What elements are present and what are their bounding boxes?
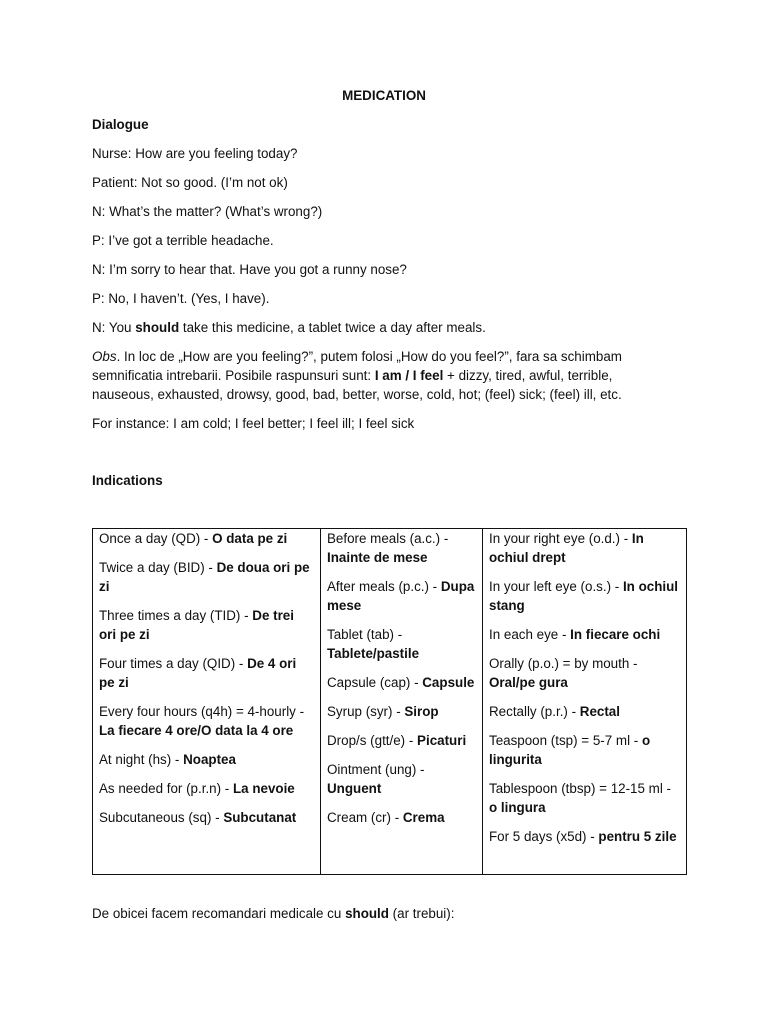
indication-item bbox=[327, 625, 476, 663]
indication-label: Syrup (syr) - bbox=[327, 704, 405, 719]
indication-item bbox=[489, 577, 680, 615]
indication-item bbox=[327, 808, 476, 827]
indication-translation: Capsule bbox=[422, 675, 475, 690]
indication-label: Ointment (ung) - bbox=[327, 762, 425, 777]
indication-item bbox=[327, 731, 476, 750]
indication-translation: In fiecare ochi bbox=[570, 627, 661, 642]
indication-translation: In ochiul drept bbox=[489, 531, 644, 565]
dialogue-line: Nurse: How are you feeling today? bbox=[92, 146, 298, 161]
indication-translation: De 4 ori pe zi bbox=[99, 656, 297, 690]
indication-item bbox=[327, 760, 476, 798]
indication-item bbox=[99, 779, 314, 798]
indication-item bbox=[489, 779, 680, 817]
indications-column-routes bbox=[483, 529, 687, 875]
indication-item bbox=[327, 673, 476, 692]
dialogue-line-should: N: You should take this medicine, a tablet twice a day after meals. bbox=[92, 320, 486, 335]
indication-label: Every four hours (q4h) = 4-hourly - bbox=[99, 704, 305, 719]
indication-label: At night (hs) - bbox=[99, 752, 184, 767]
indication-translation: Inainte de mese bbox=[327, 550, 428, 565]
indication-label: As needed for (p.r.n) - bbox=[99, 781, 233, 796]
indication-translation: O data pe zi bbox=[212, 531, 288, 546]
indication-item bbox=[99, 529, 314, 548]
footer-line: De obicei facem recomandari medicale cu should (ar trebui): bbox=[92, 906, 455, 921]
indication-item bbox=[489, 702, 680, 721]
indication-translation: Subcutanat bbox=[223, 810, 297, 825]
indication-item bbox=[327, 529, 476, 567]
indication-translation: Oral/pe gura bbox=[489, 675, 568, 690]
indication-translation: Sirop bbox=[404, 704, 439, 719]
indication-item bbox=[327, 702, 476, 721]
indication-item bbox=[489, 625, 680, 644]
indication-label: Tablespoon (tbsp) = 12-15 ml - bbox=[489, 781, 671, 796]
dialogue-line: N: I’m sorry to hear that. Have you got a runny nose? bbox=[92, 262, 407, 277]
indication-label: Once a day (QD) - bbox=[99, 531, 213, 546]
dialogue-line: P: No, I haven’t. (Yes, I have). bbox=[92, 291, 270, 306]
indication-item bbox=[489, 731, 680, 769]
indication-label: Twice a day (BID) - bbox=[99, 560, 217, 575]
indications-table bbox=[92, 528, 687, 875]
indication-translation: pentru 5 zile bbox=[598, 829, 677, 844]
obs-paragraph: Obs. In loc de „How are you feeling?”, putem folosi „How do you feel?”, fara sa schimbam semnificatia intrebarii. Posibile raspunsuri sunt: I am / I feel + dizzy, tired, awful, terrible, nauseous, exhausted, drowsy, good, bad, better, worse, cold, hot; (feel) sick; (feel) ill, etc. bbox=[92, 349, 622, 402]
indication-label: Capsule (cap) - bbox=[327, 675, 423, 690]
indications-column-forms bbox=[321, 529, 483, 875]
dialogue-line: Patient: Not so good. (I’m not ok) bbox=[92, 175, 288, 190]
page-title: MEDICATION bbox=[342, 88, 426, 103]
indication-translation: Rectal bbox=[579, 704, 620, 719]
indication-label: Orally (p.o.) = by mouth - bbox=[489, 656, 638, 671]
indication-label: In each eye - bbox=[489, 627, 571, 642]
indication-label: After meals (p.c.) - bbox=[327, 579, 441, 594]
indication-label: In your left eye (o.s.) - bbox=[489, 579, 623, 594]
indication-item bbox=[489, 654, 680, 692]
indication-translation: Tablete/pastile bbox=[327, 646, 420, 661]
indication-label: Cream (cr) - bbox=[327, 810, 403, 825]
indication-item bbox=[99, 558, 314, 596]
indication-label: Before meals (a.c.) - bbox=[327, 531, 449, 546]
indication-item bbox=[489, 827, 680, 846]
indication-item bbox=[327, 577, 476, 615]
indication-translation: Unguent bbox=[327, 781, 382, 796]
dialogue-heading: Dialogue bbox=[92, 117, 149, 132]
indication-label: Drop/s (gtt/e) - bbox=[327, 733, 418, 748]
instance-line: For instance: I am cold; I feel better; I feel ill; I feel sick bbox=[92, 416, 415, 431]
indication-label: Three times a day (TID) - bbox=[99, 608, 253, 623]
indication-label: Teaspoon (tsp) = 5-7 ml - bbox=[489, 733, 642, 748]
indication-translation: In ochiul stang bbox=[489, 579, 678, 613]
indication-translation: Crema bbox=[402, 810, 445, 825]
indication-label: Subcutaneous (sq) - bbox=[99, 810, 224, 825]
indication-item bbox=[99, 654, 314, 692]
indications-column-frequency bbox=[93, 529, 321, 875]
indication-translation: De doua ori pe zi bbox=[99, 560, 310, 594]
indication-item bbox=[99, 606, 314, 644]
indication-translation: o lingurita bbox=[489, 733, 651, 767]
indication-label: Tablet (tab) - bbox=[327, 627, 403, 642]
indication-item bbox=[99, 808, 314, 827]
indication-label: Four times a day (QID) - bbox=[99, 656, 248, 671]
indication-translation: Dupa mese bbox=[327, 579, 475, 613]
indication-item bbox=[489, 529, 680, 567]
indication-translation: Picaturi bbox=[417, 733, 467, 748]
indication-label: Rectally (p.r.) - bbox=[489, 704, 580, 719]
dialogue-line: N: What’s the matter? (What’s wrong?) bbox=[92, 204, 323, 219]
indication-label: In your right eye (o.d.) - bbox=[489, 531, 632, 546]
indication-translation: La nevoie bbox=[232, 781, 295, 796]
indication-label: For 5 days (x5d) - bbox=[489, 829, 599, 844]
dialogue-line: P: I’ve got a terrible headache. bbox=[92, 233, 274, 248]
indication-item bbox=[99, 702, 314, 740]
indication-item bbox=[99, 750, 314, 769]
indication-translation: La fiecare 4 ore/O data la 4 ore bbox=[99, 723, 294, 738]
indication-translation: De trei ori pe zi bbox=[99, 608, 294, 642]
indication-translation: o lingura bbox=[489, 800, 546, 815]
indication-translation: Noaptea bbox=[183, 752, 236, 767]
indications-heading: Indications bbox=[92, 473, 163, 488]
